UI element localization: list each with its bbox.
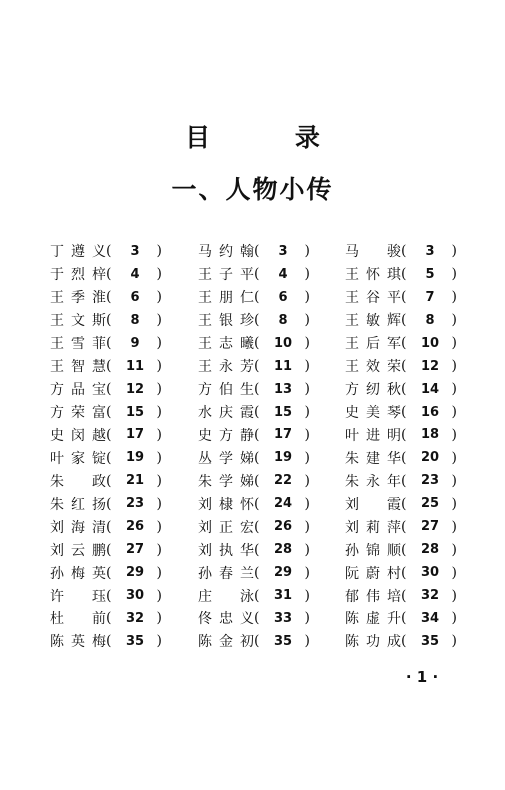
close-paren: ) <box>156 243 162 260</box>
toc-entry-page: 20 <box>420 450 440 466</box>
open-paren: ( <box>401 404 407 421</box>
open-paren: ( <box>254 289 260 306</box>
close-paren: ) <box>451 610 457 627</box>
toc-entry-name: 史美琴 <box>345 405 401 422</box>
toc-entry[interactable] <box>50 378 162 401</box>
toc-entry[interactable] <box>345 286 457 309</box>
close-paren: ) <box>156 312 162 329</box>
page-number: · 1 · <box>405 668 439 686</box>
toc-entry-name: 马 骏 <box>345 244 401 261</box>
toc-entry-name: 王谷平 <box>345 290 401 307</box>
toc-entry-page: 29 <box>273 565 293 581</box>
close-paren: ) <box>451 472 457 489</box>
toc-entry-page: 32 <box>125 610 145 626</box>
toc-entry-name: 朱 政 <box>50 473 106 490</box>
toc-entry-name: 方品宝 <box>50 382 106 399</box>
toc-entry-name: 王效荣 <box>345 359 401 376</box>
toc-entry-page: 8 <box>130 312 140 328</box>
toc-entry[interactable] <box>345 401 457 424</box>
open-paren: ( <box>106 312 112 329</box>
toc-entry-page: 32 <box>420 588 440 604</box>
close-paren: ) <box>304 289 310 306</box>
open-paren: ( <box>254 495 260 512</box>
open-paren: ( <box>106 587 112 604</box>
toc-entry-name: 王敏辉 <box>345 313 401 330</box>
toc-entry-page: 31 <box>273 588 293 604</box>
toc-entry[interactable] <box>198 424 310 447</box>
toc-entry-name: 朱学娣 <box>198 473 254 490</box>
toc-entry-page: 10 <box>273 335 293 351</box>
toc-entry-page: 27 <box>125 542 145 558</box>
close-paren: ) <box>156 541 162 558</box>
close-paren: ) <box>451 495 457 512</box>
toc-entry-page: 3 <box>425 243 435 259</box>
open-paren: ( <box>254 266 260 283</box>
page-title: 目 录 <box>185 123 358 152</box>
toc-entry-name: 孙春兰 <box>198 565 254 582</box>
open-paren: ( <box>401 335 407 352</box>
toc-entry-page: 6 <box>278 289 288 305</box>
toc-entry-name: 王朋仁 <box>198 290 254 307</box>
toc-entry[interactable] <box>345 240 457 263</box>
toc-entry-page: 30 <box>125 588 145 604</box>
toc-entry-page: 33 <box>273 610 293 626</box>
close-paren: ) <box>304 610 310 627</box>
toc-entry-name: 孙锦顺 <box>345 542 401 559</box>
toc-entry-page: 14 <box>420 381 440 397</box>
close-paren: ) <box>451 587 457 604</box>
toc-entry-name: 朱红扬 <box>50 496 106 513</box>
open-paren: ( <box>106 243 112 260</box>
toc-entry-name: 陈英梅 <box>50 634 106 651</box>
toc-entry[interactable] <box>345 263 457 286</box>
toc-entry[interactable] <box>50 309 162 332</box>
toc-entry-name: 王怀琪 <box>345 267 401 284</box>
toc-entry-name: 许 珏 <box>50 588 106 605</box>
toc-entry-page: 25 <box>420 496 440 512</box>
toc-entry[interactable] <box>50 515 162 538</box>
toc-entry-page: 8 <box>278 312 288 328</box>
close-paren: ) <box>304 358 310 375</box>
toc-entry[interactable] <box>345 538 457 561</box>
toc-entry-page: 6 <box>130 289 140 305</box>
toc-entry-page: 13 <box>273 381 293 397</box>
toc-entry-page: 12 <box>420 358 440 374</box>
close-paren: ) <box>304 449 310 466</box>
open-paren: ( <box>401 426 407 443</box>
open-paren: ( <box>106 426 112 443</box>
toc-entry[interactable] <box>345 561 457 584</box>
open-paren: ( <box>106 358 112 375</box>
toc-column-2 <box>198 240 310 653</box>
close-paren: ) <box>304 587 310 604</box>
toc-entry-page: 30 <box>420 565 440 581</box>
toc-entry[interactable] <box>198 492 310 515</box>
open-paren: ( <box>401 472 407 489</box>
toc-entry-name: 王季淮 <box>50 290 106 307</box>
toc-entry-page: 21 <box>125 473 145 489</box>
open-paren: ( <box>254 404 260 421</box>
toc-entry-page: 18 <box>420 427 440 443</box>
toc-entry[interactable] <box>345 355 457 378</box>
toc-entry-name: 陈虚升 <box>345 611 401 628</box>
toc-entry-page: 23 <box>125 496 145 512</box>
close-paren: ) <box>304 426 310 443</box>
toc-entry[interactable] <box>345 584 457 607</box>
toc-entry[interactable] <box>50 607 162 630</box>
toc-column-3 <box>345 240 457 653</box>
toc-entry-page: 15 <box>125 404 145 420</box>
toc-entry[interactable] <box>50 492 162 515</box>
open-paren: ( <box>106 564 112 581</box>
close-paren: ) <box>156 610 162 627</box>
toc-entry-page: 19 <box>125 450 145 466</box>
toc-entry-name: 叶进明 <box>345 427 401 444</box>
open-paren: ( <box>254 449 260 466</box>
open-paren: ( <box>254 426 260 443</box>
toc-entry-name: 方荣富 <box>50 405 106 422</box>
toc-entry[interactable] <box>345 332 457 355</box>
toc-entry-name: 叶家锭 <box>50 450 106 467</box>
toc-entry[interactable] <box>198 584 310 607</box>
toc-entry-page: 29 <box>125 565 145 581</box>
close-paren: ) <box>451 449 457 466</box>
toc-entry-name: 陈金初 <box>198 634 254 651</box>
toc-entry[interactable] <box>198 607 310 630</box>
toc-entry-name: 刘正宏 <box>198 519 254 536</box>
toc-entry[interactable] <box>50 263 162 286</box>
close-paren: ) <box>451 518 457 535</box>
toc-entry-page: 4 <box>278 266 288 282</box>
open-paren: ( <box>106 541 112 558</box>
open-paren: ( <box>401 243 407 260</box>
close-paren: ) <box>156 289 162 306</box>
open-paren: ( <box>401 449 407 466</box>
toc-entry-page: 24 <box>273 496 293 512</box>
toc-entry-name: 王子平 <box>198 267 254 284</box>
toc-entry-page: 23 <box>420 473 440 489</box>
toc-entry[interactable] <box>198 446 310 469</box>
close-paren: ) <box>156 266 162 283</box>
toc-entry-page: 11 <box>273 358 293 374</box>
toc-entry-name: 水庆霞 <box>198 405 254 422</box>
toc-entry-page: 35 <box>273 633 293 649</box>
toc-entry-page: 9 <box>130 335 140 351</box>
close-paren: ) <box>156 426 162 443</box>
toc-entry[interactable] <box>50 240 162 263</box>
toc-entry[interactable] <box>198 309 310 332</box>
close-paren: ) <box>304 335 310 352</box>
toc-entry-name: 王永芳 <box>198 359 254 376</box>
toc-entry[interactable] <box>50 424 162 447</box>
open-paren: ( <box>106 472 112 489</box>
toc-entry-page: 12 <box>125 381 145 397</box>
open-paren: ( <box>106 266 112 283</box>
toc-entry-page: 17 <box>273 427 293 443</box>
close-paren: ) <box>156 335 162 352</box>
open-paren: ( <box>106 610 112 627</box>
open-paren: ( <box>254 587 260 604</box>
close-paren: ) <box>451 564 457 581</box>
toc-entry-name: 刘 霞 <box>345 496 401 513</box>
toc-entry[interactable] <box>345 424 457 447</box>
open-paren: ( <box>106 404 112 421</box>
toc-entry-name: 佟忠义 <box>198 611 254 628</box>
close-paren: ) <box>304 312 310 329</box>
close-paren: ) <box>451 243 457 260</box>
toc-entry-name: 刘执华 <box>198 542 254 559</box>
toc-entry-name: 孙梅英 <box>50 565 106 582</box>
toc-entry[interactable] <box>198 240 310 263</box>
toc-entry-page: 35 <box>125 633 145 649</box>
toc-entry-name: 刘云鹏 <box>50 542 106 559</box>
toc-entry-page: 17 <box>125 427 145 443</box>
open-paren: ( <box>106 449 112 466</box>
toc-entry-page: 28 <box>420 542 440 558</box>
open-paren: ( <box>106 495 112 512</box>
toc-entry-page: 3 <box>130 243 140 259</box>
close-paren: ) <box>304 633 310 650</box>
toc-entry-page: 35 <box>420 633 440 649</box>
close-paren: ) <box>156 587 162 604</box>
toc-entry-name: 王志曦 <box>198 336 254 353</box>
open-paren: ( <box>106 335 112 352</box>
open-paren: ( <box>401 587 407 604</box>
toc-entry-name: 方纫秋 <box>345 382 401 399</box>
open-paren: ( <box>401 312 407 329</box>
toc-entry-page: 3 <box>278 243 288 259</box>
open-paren: ( <box>401 541 407 558</box>
open-paren: ( <box>254 633 260 650</box>
open-paren: ( <box>254 358 260 375</box>
close-paren: ) <box>451 312 457 329</box>
toc-entry[interactable] <box>198 538 310 561</box>
toc-entry-page: 7 <box>425 289 435 305</box>
toc-entry[interactable] <box>198 515 310 538</box>
close-paren: ) <box>451 541 457 558</box>
close-paren: ) <box>451 633 457 650</box>
toc-entry-page: 15 <box>273 404 293 420</box>
toc-entry[interactable] <box>198 561 310 584</box>
toc-entry-page: 8 <box>425 312 435 328</box>
close-paren: ) <box>304 541 310 558</box>
toc-entry-name: 陈功成 <box>345 634 401 651</box>
open-paren: ( <box>401 381 407 398</box>
open-paren: ( <box>401 564 407 581</box>
close-paren: ) <box>304 404 310 421</box>
toc-entry[interactable] <box>345 378 457 401</box>
section-heading: 一、人物小传 <box>171 175 334 204</box>
toc-entry-name: 于烈梓 <box>50 267 106 284</box>
open-paren: ( <box>401 358 407 375</box>
close-paren: ) <box>451 358 457 375</box>
toc-entry-page: 5 <box>425 266 435 282</box>
toc-entry-name: 马约翰 <box>198 244 254 261</box>
toc-entry[interactable] <box>50 538 162 561</box>
open-paren: ( <box>254 610 260 627</box>
toc-entry-name: 王智慧 <box>50 359 106 376</box>
toc-entry-name: 阮蔚村 <box>345 565 401 582</box>
open-paren: ( <box>254 472 260 489</box>
close-paren: ) <box>156 472 162 489</box>
close-paren: ) <box>304 518 310 535</box>
toc-entry[interactable] <box>345 607 457 630</box>
toc-entry[interactable] <box>50 286 162 309</box>
close-paren: ) <box>156 633 162 650</box>
toc-entry-name: 庄 泳 <box>198 588 254 605</box>
close-paren: ) <box>304 243 310 260</box>
toc-entry[interactable] <box>50 630 162 653</box>
toc-entry-page: 16 <box>420 404 440 420</box>
toc-entry-name: 王银珍 <box>198 313 254 330</box>
toc-entry-name: 王雪菲 <box>50 336 106 353</box>
close-paren: ) <box>156 564 162 581</box>
toc-entry[interactable] <box>345 469 457 492</box>
close-paren: ) <box>451 426 457 443</box>
toc-entry-name: 刘莉萍 <box>345 519 401 536</box>
toc-entry[interactable] <box>50 584 162 607</box>
open-paren: ( <box>401 495 407 512</box>
toc-entry-page: 22 <box>273 473 293 489</box>
toc-entry[interactable] <box>50 469 162 492</box>
open-paren: ( <box>106 518 112 535</box>
close-paren: ) <box>156 381 162 398</box>
toc-entry-name: 王文斯 <box>50 313 106 330</box>
toc-entry-name: 刘棣怀 <box>198 496 254 513</box>
open-paren: ( <box>401 266 407 283</box>
toc-entry[interactable] <box>198 401 310 424</box>
toc-entry-page: 4 <box>130 266 140 282</box>
toc-entry[interactable] <box>345 515 457 538</box>
close-paren: ) <box>451 289 457 306</box>
open-paren: ( <box>106 289 112 306</box>
toc-entry[interactable] <box>198 286 310 309</box>
close-paren: ) <box>451 404 457 421</box>
toc-entry[interactable] <box>345 309 457 332</box>
open-paren: ( <box>254 564 260 581</box>
open-paren: ( <box>254 243 260 260</box>
toc-entry[interactable] <box>50 355 162 378</box>
open-paren: ( <box>401 289 407 306</box>
toc-entry-name: 方伯生 <box>198 382 254 399</box>
open-paren: ( <box>401 518 407 535</box>
toc-entry-name: 丁遵义 <box>50 244 106 261</box>
open-paren: ( <box>254 541 260 558</box>
toc-entry-name: 史闵越 <box>50 427 106 444</box>
toc-entry-name: 丛学娣 <box>198 450 254 467</box>
close-paren: ) <box>304 381 310 398</box>
toc-entry[interactable] <box>345 492 457 515</box>
toc-entry-page: 26 <box>125 519 145 535</box>
close-paren: ) <box>451 335 457 352</box>
toc-entry[interactable] <box>50 561 162 584</box>
toc-entry-page: 26 <box>273 519 293 535</box>
toc-entry-page: 28 <box>273 542 293 558</box>
close-paren: ) <box>156 495 162 512</box>
toc-entry[interactable] <box>50 446 162 469</box>
toc-entry-name: 刘海清 <box>50 519 106 536</box>
toc-entry-name: 王后军 <box>345 336 401 353</box>
close-paren: ) <box>451 381 457 398</box>
open-paren: ( <box>401 610 407 627</box>
close-paren: ) <box>304 495 310 512</box>
close-paren: ) <box>304 472 310 489</box>
toc-entry-page: 34 <box>420 610 440 626</box>
toc-entry-page: 27 <box>420 519 440 535</box>
toc-entry-name: 朱建华 <box>345 450 401 467</box>
toc-entry-page: 11 <box>125 358 145 374</box>
toc-column-1 <box>50 240 162 653</box>
close-paren: ) <box>304 266 310 283</box>
open-paren: ( <box>106 381 112 398</box>
open-paren: ( <box>254 518 260 535</box>
toc-entry[interactable] <box>198 332 310 355</box>
toc-entry[interactable] <box>345 630 457 653</box>
toc-entry-page: 10 <box>420 335 440 351</box>
toc-entry-page: 19 <box>273 450 293 466</box>
open-paren: ( <box>254 335 260 352</box>
close-paren: ) <box>451 266 457 283</box>
close-paren: ) <box>156 449 162 466</box>
close-paren: ) <box>156 404 162 421</box>
open-paren: ( <box>106 633 112 650</box>
open-paren: ( <box>401 633 407 650</box>
toc-entry[interactable] <box>198 263 310 286</box>
toc-entry[interactable] <box>50 401 162 424</box>
toc-entry-name: 史方静 <box>198 427 254 444</box>
toc-entry-name: 郁伟培 <box>345 588 401 605</box>
close-paren: ) <box>156 518 162 535</box>
toc-entry[interactable] <box>50 332 162 355</box>
toc-entry-name: 朱永年 <box>345 473 401 490</box>
toc-entry[interactable] <box>198 378 310 401</box>
close-paren: ) <box>156 358 162 375</box>
open-paren: ( <box>254 312 260 329</box>
toc-entry[interactable] <box>198 630 310 653</box>
close-paren: ) <box>304 564 310 581</box>
toc-entry[interactable] <box>198 355 310 378</box>
toc-entry[interactable] <box>198 469 310 492</box>
toc-entry[interactable] <box>345 446 457 469</box>
open-paren: ( <box>254 381 260 398</box>
toc-entry-name: 杜 前 <box>50 611 106 628</box>
